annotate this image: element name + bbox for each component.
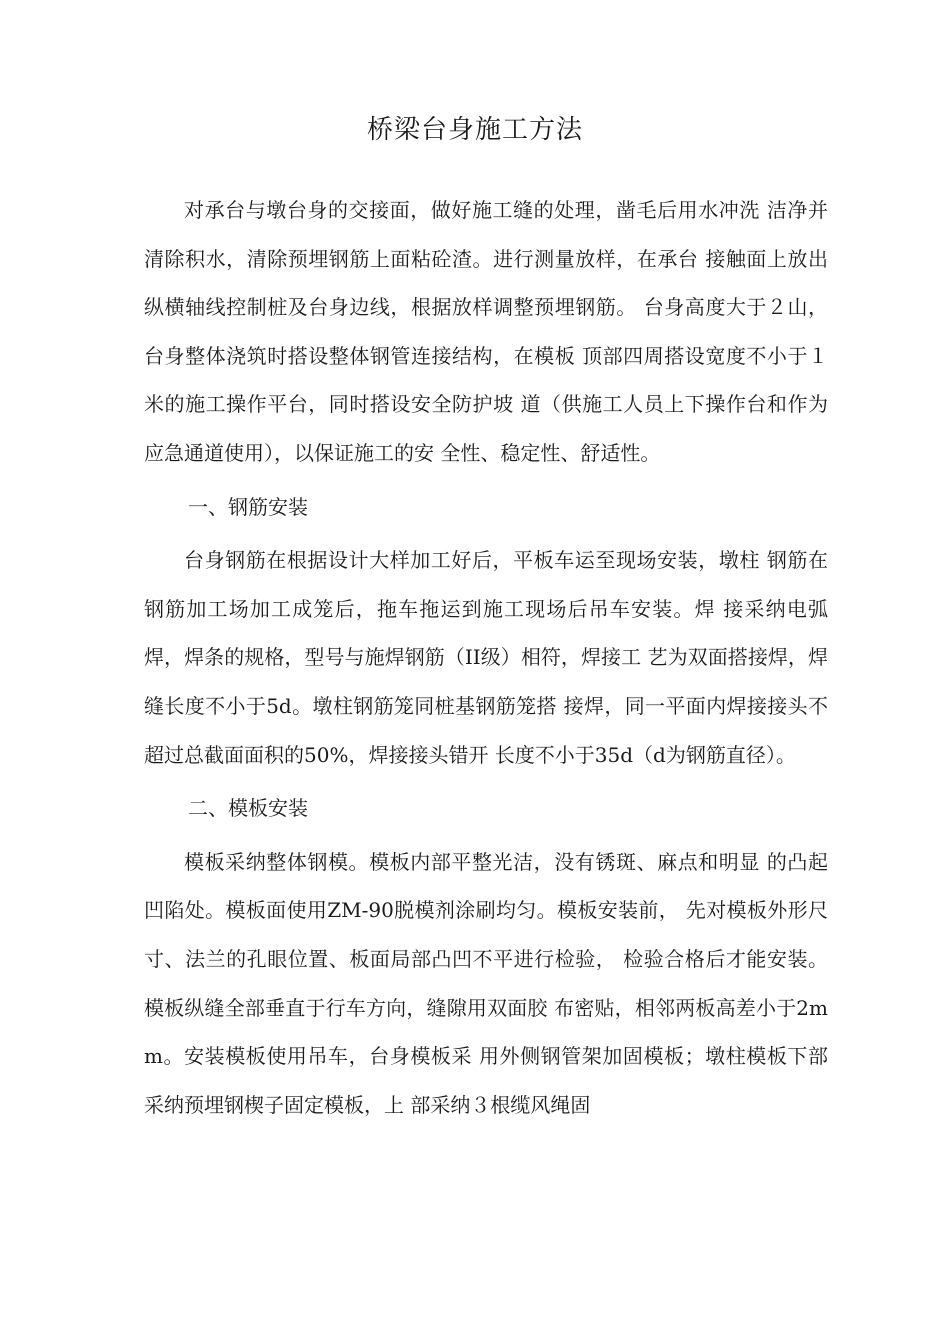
section-text-formwork: 模板采纳整体钢模。模板内部平整光洁，没有锈斑、麻点和明显 的凸起凹陷处。模板面使用ZM-90脱模剂涂刷均匀。模板安装前， 先对模板外形尺寸、法兰的孔眼位置、板面局部凸凹不平进行检验， 检验合格后才能安装。模板纵缝全部垂直于行车方向，缝隙用双面胶 布密贴，相邻两板高差小于2mm。安装模板使用吊车，台身模板采 用外侧钢管架加固模板；墩柱模板下部采纳预埋钢楔子固定模板，上 部采纳３根缆风绳固 [144, 849, 828, 1117]
section-text-rebar: 台身钢筋在根据设计大样加工好后，平板车运至现场安装，墩柱 钢筋在钢筋加工场加工成笼后，拖车拖运到施工现场后吊车安装。焊 接采纳电弧焊，焊条的规格，型号与施焊钢筋（II级）相符，焊接工 艺为双面搭接焊，焊缝长度不小于5d。墩柱钢筋笼同桩基钢筋笼搭 接焊，同一平面内焊接接头不超过总截面面积的50%，焊接接头错开 长度不小于35d（d为钢筋直径）。 [144, 548, 828, 767]
document-body [144, 186, 828, 1129]
intro-paragraph: 对承台与墩台身的交接面，做好施工缝的处理，凿毛后用水冲洗 洁净并清除积水，清除预埋钢筋上面粘砼渣。进行测量放样，在承台 接触面上放出纵横轴线控制桩及台身边线，根据放样调整预埋钢筋。 台身高度大于２山，台身整体浇筑时搭设整体钢管连接结构，在模板 顶部四周搭设宽度不小于１米的施工操作平台，同时搭设安全防护坡 道（供施工人员上下操作台和作为应急通道使用），以保证施工的安 全性、稳定性、舒适性。 [144, 198, 828, 465]
document-title: 桥梁台身施工方法 [366, 115, 583, 145]
section-heading-rebar: 一、钢筋安装 [188, 494, 308, 519]
section-heading-formwork: 二、模板安装 [188, 796, 308, 821]
